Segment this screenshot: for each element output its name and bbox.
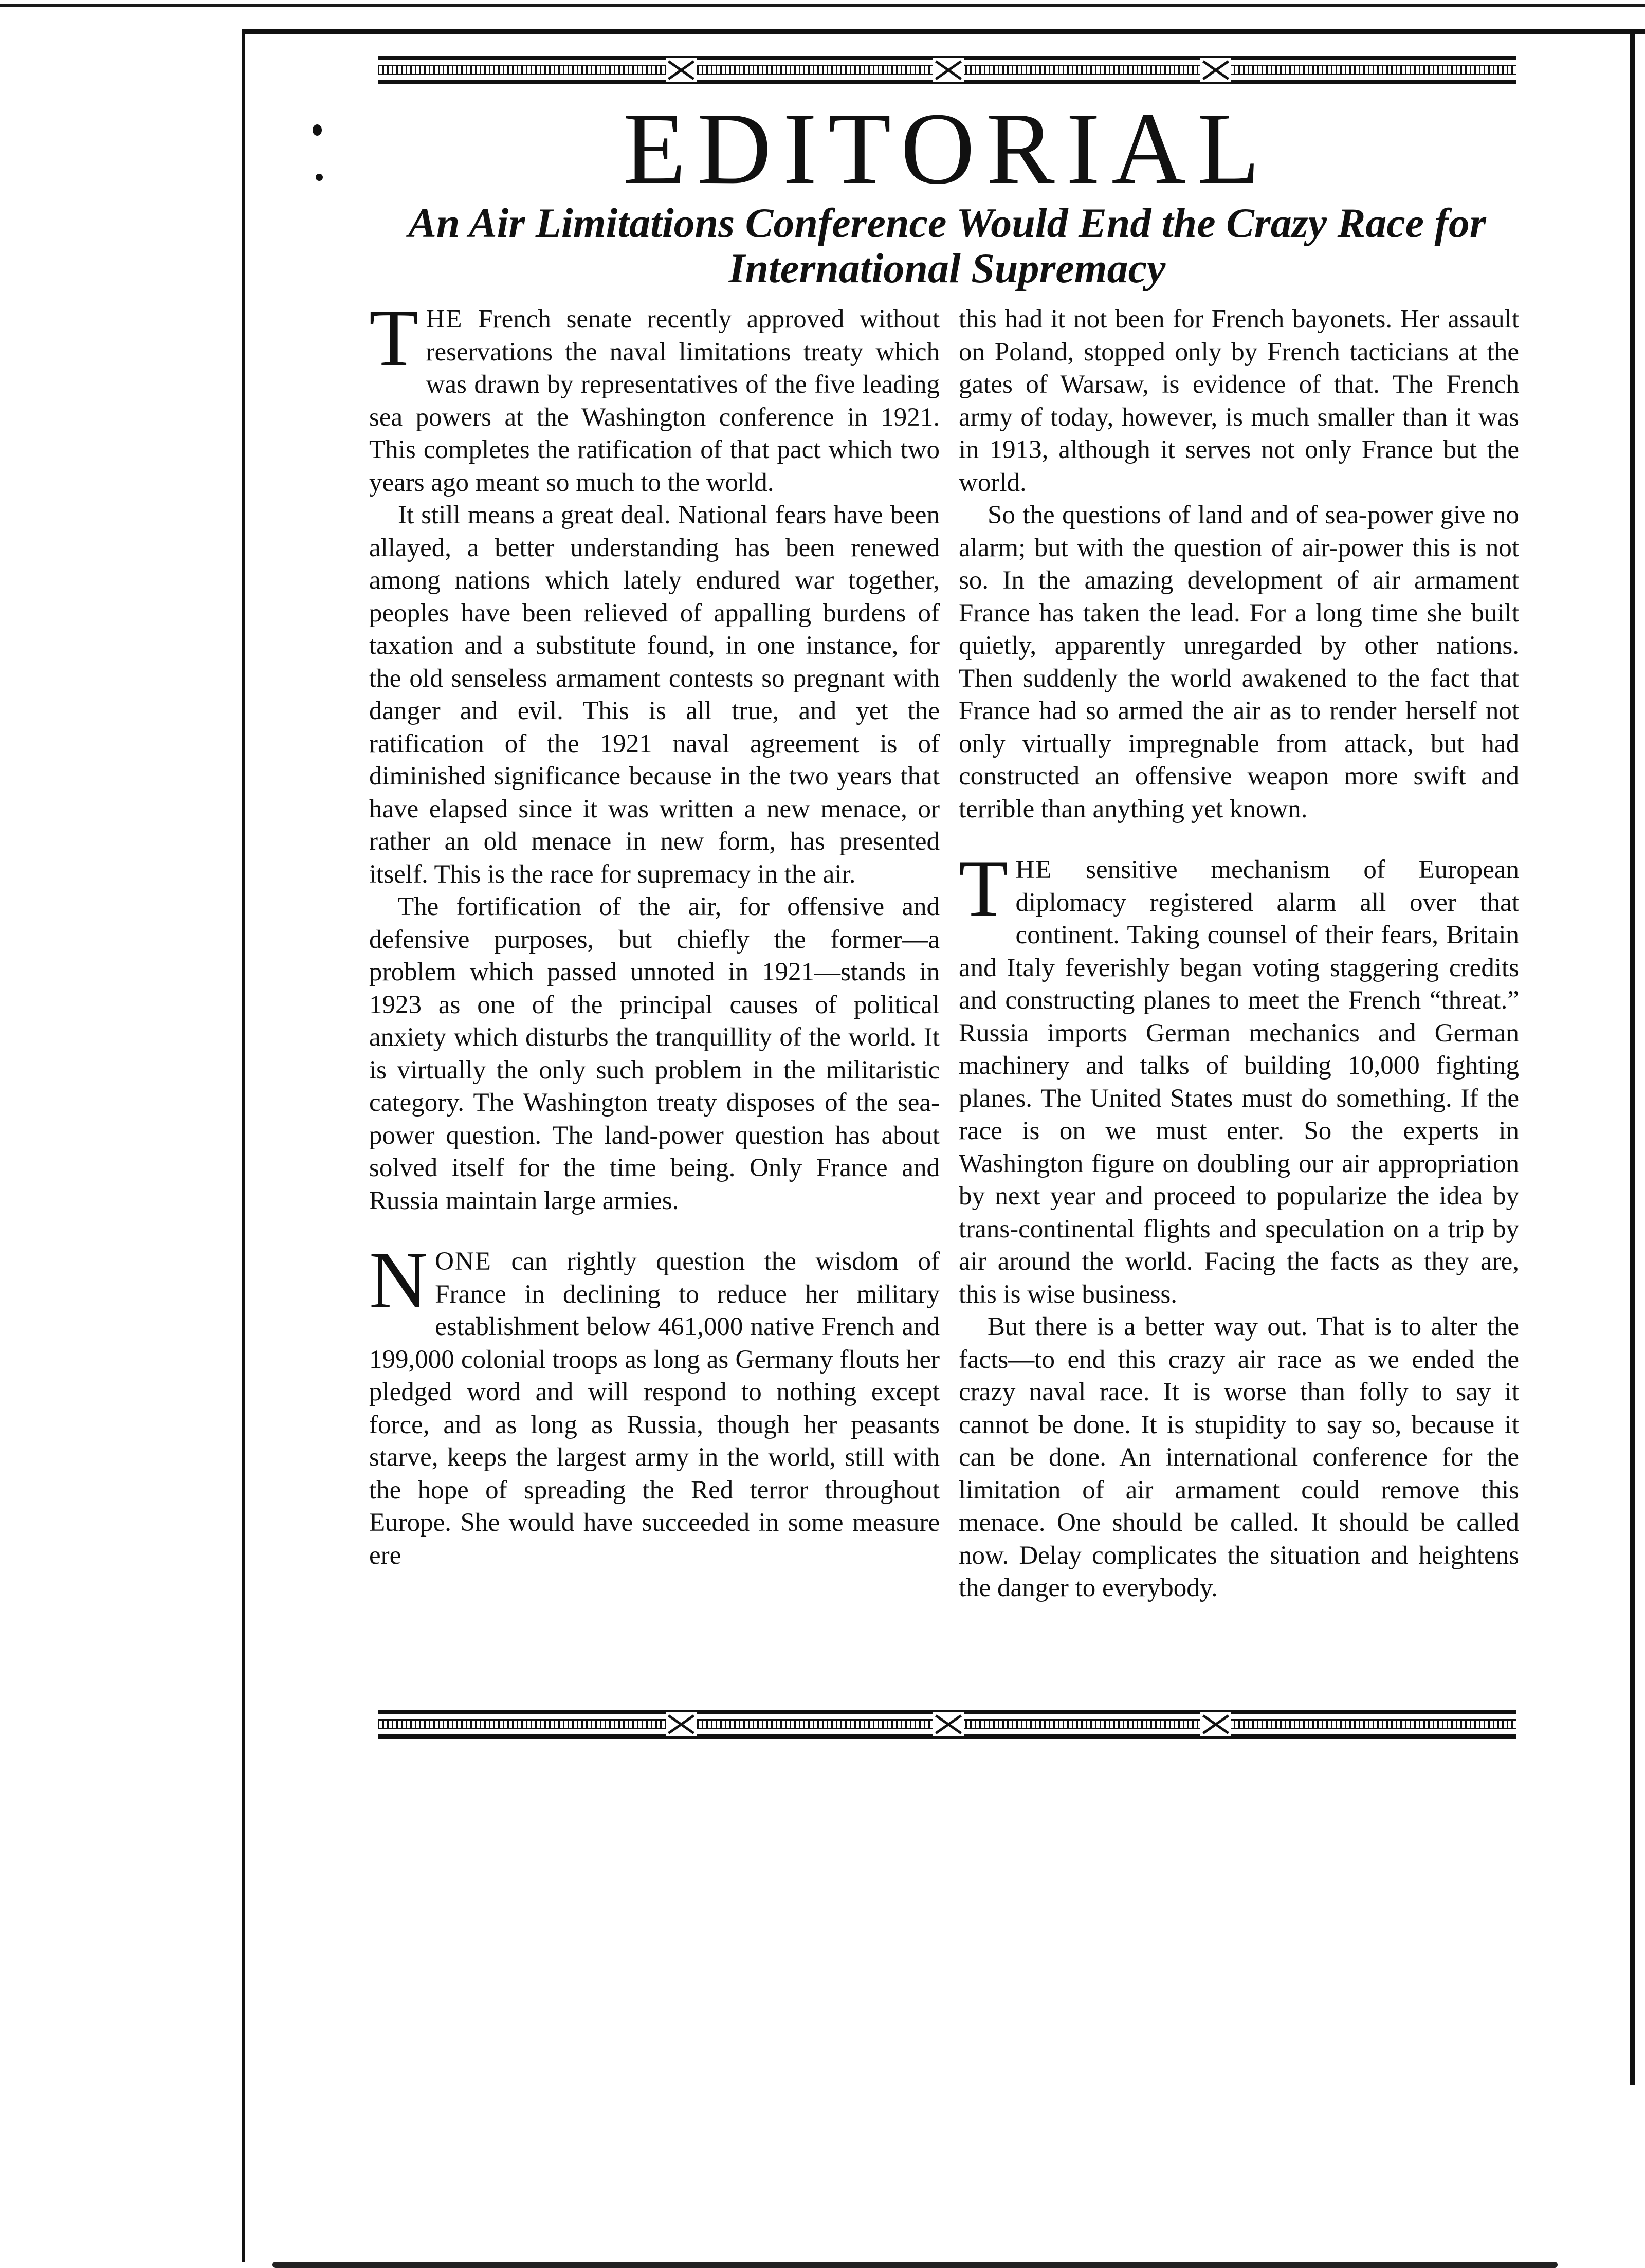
rule-ornament [1200, 58, 1231, 82]
scan-frame-left [242, 31, 245, 2262]
rule-ornament [666, 1712, 697, 1736]
right-column [959, 303, 1519, 1605]
lead-word: HE [426, 305, 463, 334]
paragraph: this had it not been for French bayonets. Her assault on Poland, stopped only by French tacticians at the gates of Warsaw, is evidence of that. The French army of today, however, is much smaller than it was in 1913, although it serves not only France but the world. [959, 305, 1519, 497]
rule-ornament [666, 58, 697, 82]
page-bottom-edge [272, 2262, 1558, 2268]
page-subtitle: An Air Limitations Conference Would End the Crazy Race for International Supremacy [408, 199, 1486, 291]
page-title: EDITORIAL [623, 92, 1271, 206]
margin-mark [316, 174, 323, 181]
paragraph [959, 844, 1519, 1311]
top-ornamental-rule [378, 56, 1516, 84]
margin-mark [313, 124, 322, 136]
paragraph: The fortification of the air, for offensive and defensive purposes, but chiefly the former—a problem which passed unnoted in 1921—stands in 1923 as one of the principal causes of political anxiety which disturbs the tranquillity of the world. It is virtually the only such problem in the militaristic category. The Washington treaty disposes of the sea-power question. The land-power question has about solved itself for the time being. Only France and Russia maintain large armies. [369, 892, 940, 1215]
scan-top-edge [0, 0, 1645, 31]
drop-cap: N [369, 1235, 428, 1325]
lead-word: ONE [435, 1247, 492, 1276]
paragraph [369, 293, 940, 499]
left-column [369, 293, 940, 1572]
rule-ornament [933, 1712, 964, 1736]
rule-ornament [933, 58, 964, 82]
scan-frame-right [1630, 29, 1635, 2085]
paragraph: But there is a better way out. That is to alter the facts—to end this crazy air race as we ended the crazy naval race. It is worse than folly to say it cannot be done. It is stupidity to say so, because it can be done. An international conference for the limitation of air armament could remove this menace. One should be called. It should be called now. Delay complicates the situation and heightens the danger to everybody. [959, 1312, 1519, 1602]
paragraph-text: can rightly question the wisdom of France in declining to reduce her military establishment below 461,000 native French and 199,000 colonial troops as long as Germany flouts her pledged word and will respond to nothing except force, and as long as Russia, though her peasants starve, keeps the largest army in the world, still with the hope of spreading the Red terror throughout Europe. She would have succeeded in some measure ere [369, 1247, 940, 1570]
paragraph-text: French senate recently approved without reservations the naval limitations treaty which was drawn by representatives of the five leading sea powers at the Washington conference in 1921. This completes the ratification of that pact which two years ago meant so much to the world. [369, 305, 940, 497]
paragraph: It still means a great deal. National fears have been allayed, a better understanding has been renewed among nations which lately endured war together, peoples have been relieved of appalling burdens of taxation and a substitute found, in one instance, for the old senseless armament contests so pregnant with danger and evil. This is all true, and yet the ratification of the 1921 naval agreement is of diminished significance because in the two years that have elapsed since it was written a new menace, or rather an old menace in new form, has presented itself. This is the race for supremacy in the air. [369, 501, 940, 889]
drop-cap: T [369, 293, 419, 383]
bottom-ornamental-rule [378, 1710, 1516, 1739]
drop-cap: T [959, 844, 1009, 934]
paragraph: So the questions of land and of sea-power give no alarm; but with the question of air-power this is not so. In the amazing development of air armament France has taken the lead. For a long time she built quietly, apparently unregarded by other nations. Then suddenly the world awakened to the fact that France had so armed the air as to render herself not only virtually impregnable from attack, but had constructed an offensive weapon more swift and terrible than anything yet known. [959, 501, 1519, 824]
scan-frame-top [242, 29, 1645, 34]
paragraph [369, 1235, 940, 1572]
rule-ornament [1200, 1712, 1231, 1736]
paragraph-text: sensitive mechanism of European diplomacy registered alarm all over that continent. Taking counsel of their fears, Britain and Italy feverishly began voting staggering credits and constructing planes to meet the French “threat.” Russia imports German mechanics and German machinery and talks of building 10,000 fighting planes. The United States must do something. If the race is on we must enter. So the experts in Washington figure on doubling our air appropriation by next year and proceed to popularize the idea by trans-continental flights and speculation on a trip by air around the world. Facing the facts as they are, this is wise business. [959, 855, 1519, 1309]
lead-word: HE [1015, 855, 1053, 884]
